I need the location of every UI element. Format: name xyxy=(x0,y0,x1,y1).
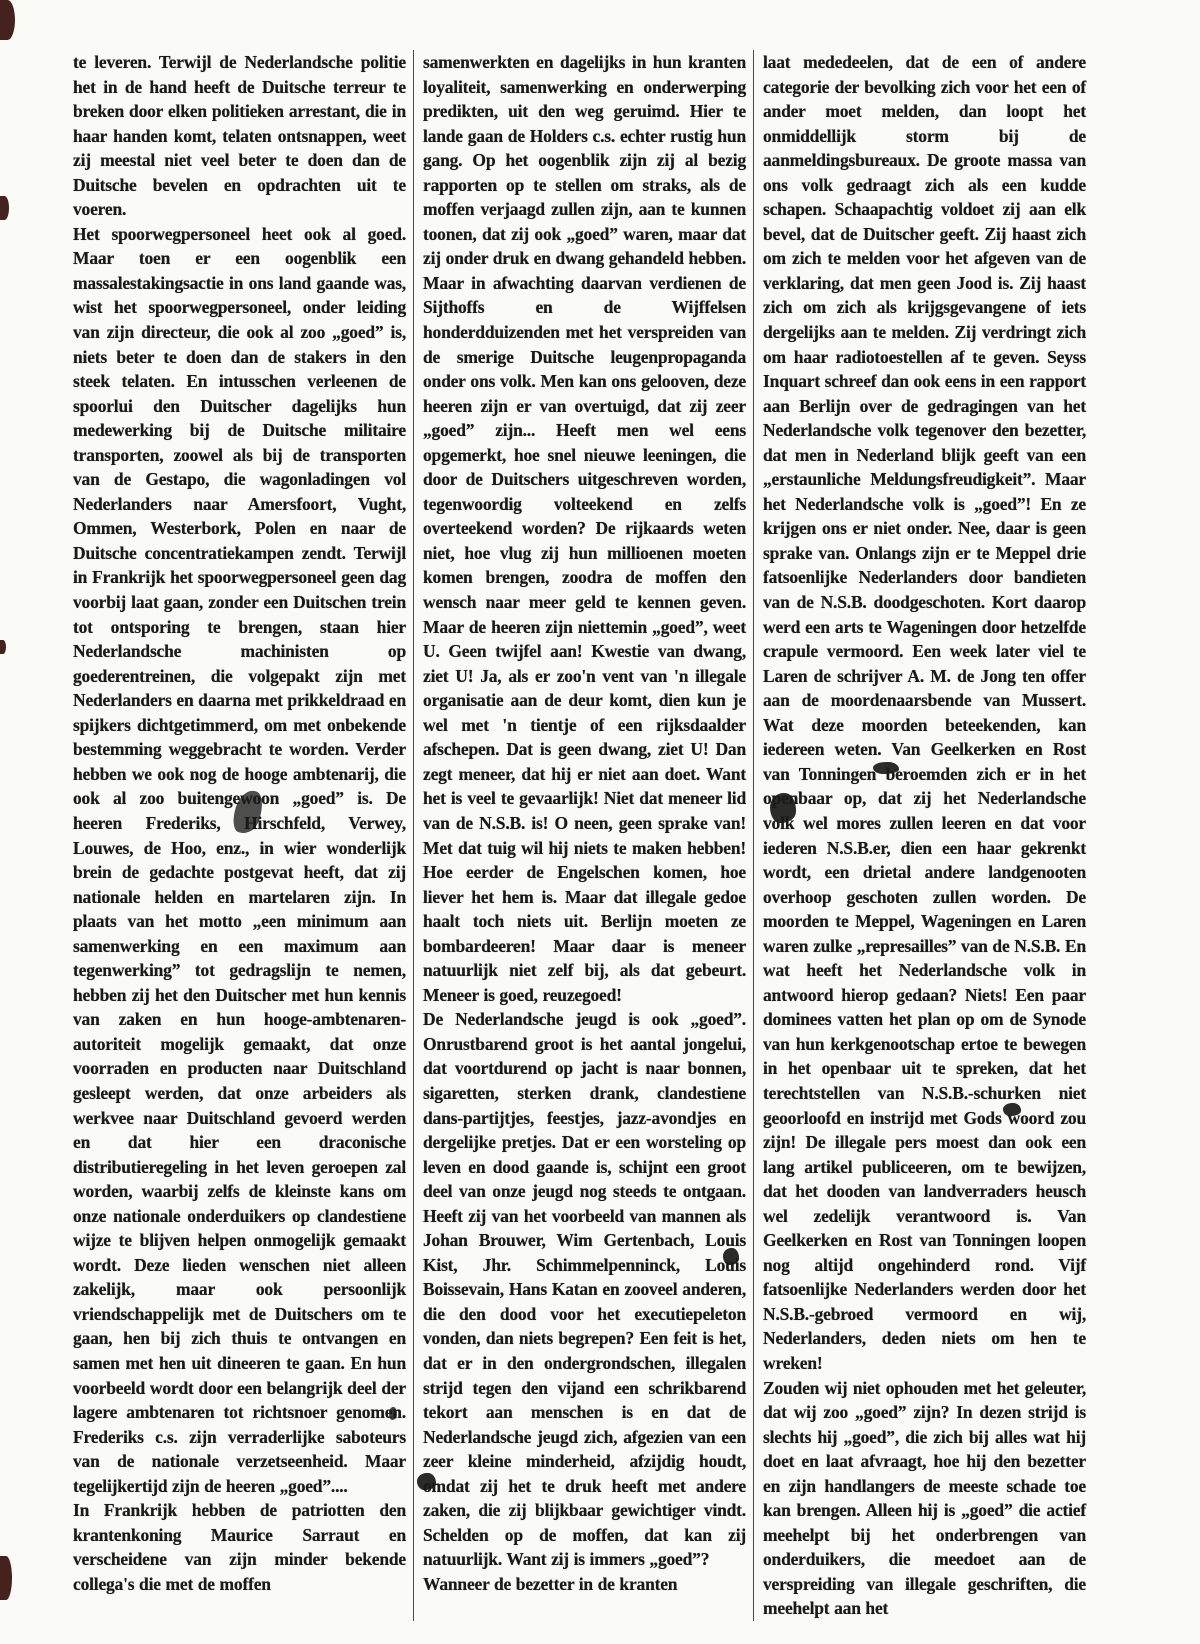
paragraph: te leveren. Terwijl de Nederlandsche politie het in de hand heeft de Duitsche terreur te breken door elken politieken arrestant, die in haar handen komt, telaten ontsnappen, weet zij meestal niet veel beter te doen dan de Duitsche bevelen en opdrachten uit te voeren. xyxy=(73,52,406,220)
scan-artifact xyxy=(0,196,9,220)
paragraph: In Frankrijk hebben de patriotten den krantenkoning Maurice Sarraut en verscheidene van zijn minder bekende collega's die met de moffen xyxy=(73,1500,406,1594)
paragraph: Wanneer de bezetter in de kranten xyxy=(423,1573,678,1594)
scan-artifact xyxy=(0,0,15,40)
article-column-3 xyxy=(753,50,1093,1621)
paragraph: laat mededeelen, dat de een of andere categorie der bevolking zich voor het een of ander moet melden, dan loopt het onmiddellijk storm bij de aanmeldingsbureaux. De groote massa van ons volk gedraagt zich als een kudde schapen. Schaapachtig voldoet zij aan elk bevel, dat de Duitscher geeft. Zij haast zich om zich te melden voor het afgeven van de verklaring, dat men geen Jood is. Zij haast zich om zich als krijgsgevangene of iets dergelijks aan te melden. Zij verdringt zich om haar radiotoestellen af te geven. Seyss Inquart schreef dan ook eens in een rapport aan Berlijn over de gedragingen van het Nederlandsche volk tegenover den bezetter, dat men in Nederland blijk geeft van een „erstaunliche Meldungsfreudigkeit”. Maar het Nederlandsche volk is „goed”! En ze krijgen ons er niet onder. Nee, daar is geen sprake van. Onlangs zijn er te Meppel drie fatsoenlijke Nederlanders door bandieten van de N.S.B. doodgeschoten. Kort daarop werd een arts te Wageningen door hetzelfde crapule vermoord. Een week later viel te Laren de schrijver A. M. de Jong ten offer aan de moordenaarsbende van Mussert. Wat deze moorden beteekenden, kan iedereen weten. Van Geelkerken en Rost van Tonningen beroemden zich er in het openbaar op, dat zij het Nederlandsche volk wel mores zullen leeren en dat voor iederen N.S.B.er, dien een haar gekrenkt wordt, een drietal andere landgenooten overhoop geschoten zullen worden. De moorden te Meppel, Wageningen en Laren waren zulke „represailles” van de N.S.B. En wat heeft het Nederlandsche volk in antwoord hierop gedaan? Niets! Een paar dominees vatten het plan op om de Synode van hun kerkgenootschap ertoe te bewegen in het openbaar uit te spreken, dat het terechtstellen van N.S.B.-schurken niet geoorloofd en instrijd met Gods woord zou zijn! De illegale pers moest dan ook een lang artikel publiceeren, om te bewijzen, dat het dooden van landverraders heusch wel zedelijk verantwoord is. Van Geelkerken en Rost van Tonningen loopen nog altijd ongehinderd rond. Vijf fatsoenlijke Nederlanders werden door het N.S.B.-gebroed vermoord en wij, Nederlanders, deden niets om hen te wreken! xyxy=(763,52,1086,1373)
paragraph: Zouden wij niet ophouden met het geleuter, dat wij zoo „goed” zijn? In dezen strijd is slechts hij „goed”, die zich bij alles wat hij doet en laat afvraagt, hoe hij den bezetter en zijn handlangers de meeste schade toe kan brengen. Alleen hij is „goed” die actief meehelpt bij het onderbrengen van onderduikers, die meedoet aan de verspreiding van illegale geschriften, die meehelpt aan het xyxy=(763,1377,1086,1619)
paragraph: Het spoorwegpersoneel heet ook al goed. Maar toen er een oogenblik een massalestakingsactie in ons land gaande was, wist het spoorwegpersoneel, onder leiding van zijn directeur, die ook al zoo „goed” is, niets beter te doen dan de stakers in den steek telaten. En intusschen verleenen de spoorlui den Duitscher dagelijks hun medewerking bij de Duitsche militaire transporten, zoowel als bij de transporten van de Gestapo, die wagonladingen vol Nederlanders naar Amersfoort, Vught, Ommen, Westerbork, Polen en naar de Duitsche concentratiekampen zendt. Terwijl in Frankrijk het spoorwegpersoneel geen dag voorbij laat gaan, zonder een Duitschen trein tot ontsporing te brengen, staan hier Nederlandsche machinisten op goederentreinen, die volgepakt zijn met Nederlanders en daarna met prikkeldraad en spijkers dichtgetimmerd, om met onbekende bestemming weggebracht te worden. Verder hebben we ook nog de hooge ambtenarij, die ook al zoo buitengewoon „goed” is. De heeren Frederiks, Hirschfeld, Verwey, Louwes, de Hoo, enz., in wier wonderlijk brein de gedachte postgevat heeft, dat zij nationale helden en martelaren zijn. In plaats van het motto „een minimum aan samenwerking en een maximum aan tegenwerking” tot gedragslijn te nemen, hebben zij het den Duitscher met hun kennis van zaken en hun hooge-ambtenaren-autoriteit mogelijk gemaakt, dat onze voorraden en producten naar Duitschland gesleept werden, dat onze arbeiders als werkvee naar Duitschland gevoerd werden en dat hier een draconische distributieregeling in het leven geroepen zal worden, waarbij zelfs de kleinste kans om onze nationale onderduikers op clandestiene wijze te blijven helpen onmogelijk gemaakt wordt. Deze lieden wenschen niet alleen zakelijk, maar ook persoonlijk vriendschappelijk met de Duitschers om te gaan, hen bij zich thuis te ontvangen en samen met hen uit dineeren te gaan. En hun voorbeeld wordt door een belangrijk deel der lagere ambtenaren tot richtsnoer genomen. Frederiks c.s. zijn verraderlijke saboteurs van de nationale verzetseenheid. Maar tegelijkertijd zijn de heeren „goed”.... xyxy=(73,223,406,1496)
paragraph: samenwerkten en dagelijks in hun kranten loyaliteit, samenwerking en onderwerping predikten, uit den weg geruimd. Hier te lande gaan de Holders c.s. echter rustig hun gang. Op het oogenblik zijn zij al bezig rapporten op te stellen om straks, als de moffen verjaagd zullen zijn, aan te kunnen toonen, dat zij ook „goed” waren, maar dat zij onder druk en dwang gehandeld hebben. Maar in afwachting daarvan verdienen de Sijthoffs en de Wijffelsen honderdduizenden met het verspreiden van de smerige Duitsche leugenpropaganda onder ons volk. Men kan ons gelooven, deze heeren zijn er van overtuigd, dat zij zeer „goed” zijn... Heeft men wel eens opgemerkt, hoe snel nieuwe leeningen, die door de Duitschers uitgeschreven worden, tegenwoordig volteekend en zelfs overteekend worden? De rijkaards weten niet, hoe vlug zij hun millioenen moeten komen brengen, zoodra de moffen den wensch naar meer geld te kennen geven. Maar de heeren zijn niettemin „goed”, weet U. Geen twijfel aan! Kwestie van dwang, ziet U! Ja, als er zoo'n vent van 'n illegale organisatie aan de deur komt, dien kun je wel met 'n tientje of een rijksdaalder afschepen. Dat is geen dwang, ziet U! Dan zegt meneer, dat hij er niet aan doet. Want het is veel te gevaarlijk! Niet dat meneer lid van de N.S.B. is! O neen, geen sprake van! Met dat tuig wil hij niets te maken hebben! Hoe eerder de Engelschen komen, hoe liever het hem is. Maar dat illegale gedoe haalt toch niets uit. Berlijn moeten ze bombardeeren! Maar daar is meneer natuurlijk niet zelf bij, als dat gebeurt. Meneer is goed, reuzegoed! xyxy=(423,52,746,1005)
scan-artifact xyxy=(0,1556,12,1600)
paragraph: De Nederlandsche jeugd is ook „goed”. Onrustbarend groot is het aantal jongelui, dat voortdurend op jacht is naar bonnen, sigaretten, sterken drank, clandestiene dans-partijtjes, feestjes, jazz-avondjes en dergelijke pretjes. Dat er een worsteling op leven en dood gaande is, schijnt een groot deel van onze jeugd nog steeds te ontgaan. Heeft zij van het voorbeeld van mannen als Johan Brouwer, Wim Gertenbach, Louis Kist, Jhr. Schimmelpenninck, Louis Boissevain, Hans Katan en zooveel anderen, die den dood voor het executiepeleton vonden, dan niets begrepen? Een feit is het, dat er in den ondergrondschen, illegalen strijd tegen den vijand een schrikbarend tekort aan menschen is en dat de Nederlandsche jeugd zich, afgezien van een zeer kleine minderheid, afzijdig houdt, omdat zij het te druk heeft met andere zaken, die zij blijkbaar gewichtiger vindt. Schelden op de moffen, dat kan zij natuurlijk. Want zij is immers „goed”? xyxy=(423,1009,746,1570)
article-column-2 xyxy=(413,50,753,1621)
scan-artifact xyxy=(0,640,6,654)
article-text-block xyxy=(73,50,1093,1621)
article-column-1 xyxy=(73,50,413,1621)
